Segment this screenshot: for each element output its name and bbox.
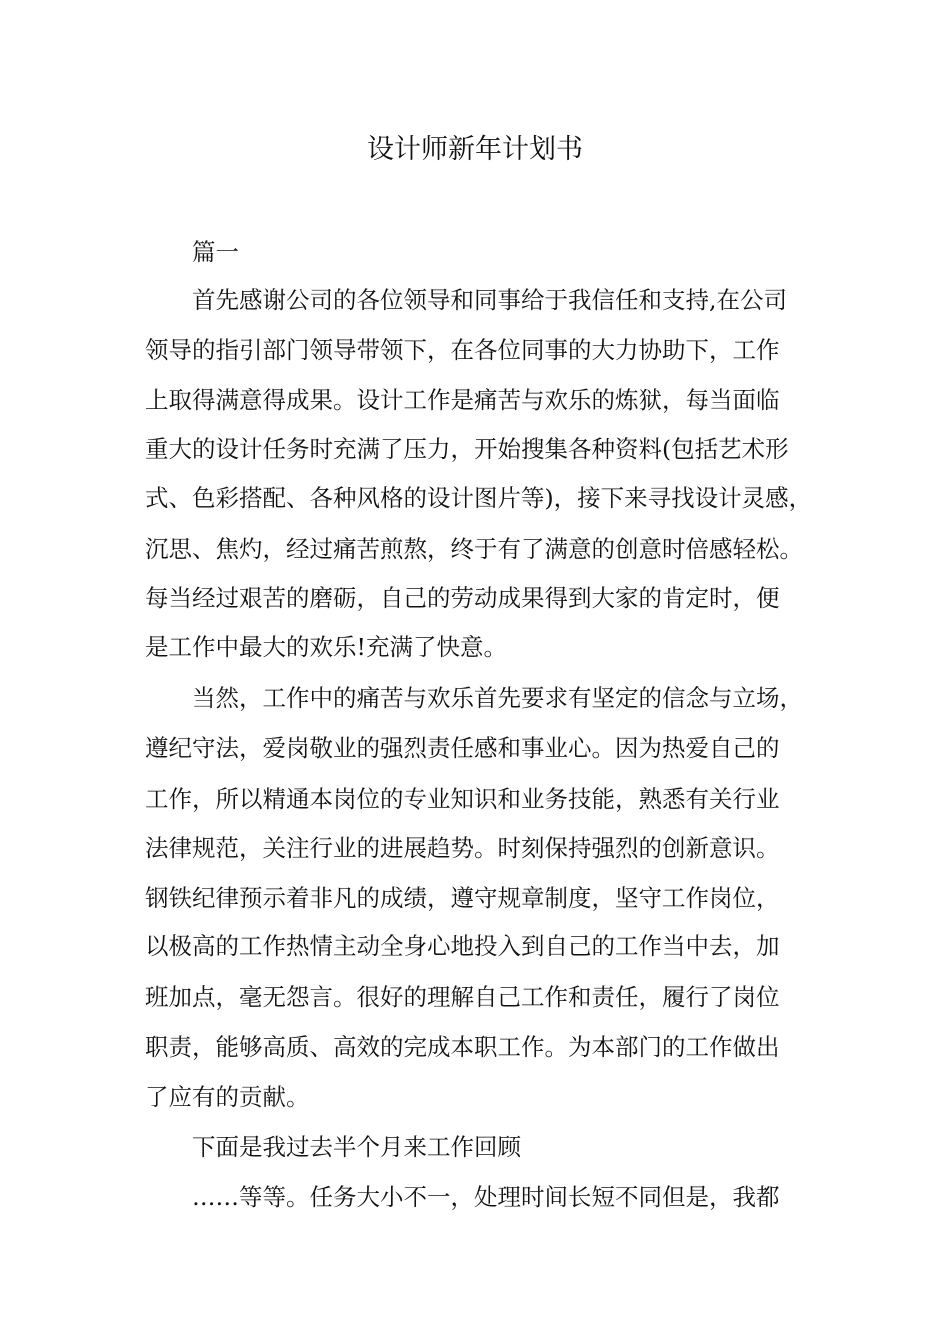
paragraph-line: 领导的指引部门领导带领下，在各位同事的大力协助下，工作 — [145, 336, 780, 364]
paragraph-line: 是工作中最大的欢乐!充满了快意。 — [145, 633, 507, 661]
paragraph-line: 上取得满意得成果。设计工作是痛苦与欢乐的炼狱，每当面临 — [145, 386, 780, 414]
paragraph-line: 沉思、焦灼，经过痛苦煎熬，终于有了满意的创意时倍感轻松。 — [145, 535, 803, 563]
paragraph-line: 式、色彩搭配、各种风格的设计图片等)，接下来寻找设计灵感， — [145, 484, 813, 512]
paragraph-line: 下面是我过去半个月来工作回顾 — [192, 1133, 521, 1161]
paragraph-line: 当然，工作中的痛苦与欢乐首先要求有坚定的信念与立场， — [192, 684, 803, 712]
paragraph-line: 职责，能够高质、高效的完成本职工作。为本部门的工作做出 — [145, 1033, 780, 1061]
paragraph-line: ……等等。任务大小不一，处理时间长短不同但是，我都 — [192, 1183, 780, 1211]
paragraph-line: 工作，所以精通本岗位的专业知识和业务技能，熟悉有关行业 — [145, 785, 780, 813]
section-heading: 篇一 — [192, 238, 239, 266]
paragraph-line: 重大的设计任务时充满了压力，开始搜集各种资料(包括艺术形 — [145, 435, 789, 463]
paragraph-line: 遵纪守法，爱岗敬业的强烈责任感和事业心。因为热爱自己的 — [145, 734, 780, 762]
document-title: 设计师新年计划书 — [367, 134, 583, 165]
paragraph-line: 以极高的工作热情主动全身心地投入到自己的工作当中去，加 — [145, 932, 780, 960]
paragraph-line: 了应有的贡献。 — [145, 1083, 310, 1111]
paragraph-line: 钢铁纪律预示着非凡的成绩，遵守规章制度，坚守工作岗位， — [145, 884, 780, 912]
paragraph-line: 每当经过艰苦的磨砺，自己的劳动成果得到大家的肯定时，便 — [145, 584, 780, 612]
paragraph-line: 班加点，毫无怨言。很好的理解自己工作和责任，履行了岗位 — [145, 983, 780, 1011]
paragraph-line: 法律规范，关注行业的进展趋势。时刻保持强烈的创新意识。 — [145, 834, 780, 862]
paragraph-line: 首先感谢公司的各位领导和同事给于我信任和支持,在公司 — [192, 286, 787, 314]
